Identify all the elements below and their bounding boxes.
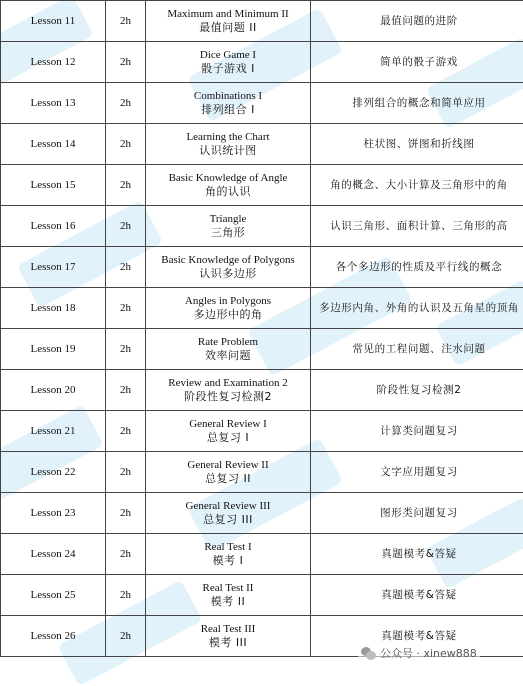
topic-cell bbox=[146, 83, 311, 124]
topic-english: Basic Knowledge of Angle bbox=[146, 172, 310, 185]
topic-english: General Review I bbox=[146, 418, 310, 431]
topic-cell bbox=[146, 411, 311, 452]
topic-cell bbox=[146, 124, 311, 165]
topic-english: Combinations I bbox=[146, 90, 310, 103]
topic-english: General Review III bbox=[146, 500, 310, 513]
topic-cell bbox=[146, 1, 311, 42]
hours-cell: 2h bbox=[106, 124, 146, 165]
table-row bbox=[1, 411, 523, 452]
table-row bbox=[1, 329, 523, 370]
content-text: 文字应用题复习 bbox=[380, 466, 458, 478]
lesson-cell: Lesson 26 bbox=[1, 616, 106, 657]
content-cell bbox=[311, 247, 523, 288]
content-text: 最值问题的进阶 bbox=[380, 15, 458, 27]
topic-chinese: 排列组合 I bbox=[146, 103, 310, 116]
topic-english: Rate Problem bbox=[146, 336, 310, 349]
topic-cell bbox=[146, 370, 311, 411]
content-cell bbox=[311, 1, 523, 42]
table-row bbox=[1, 206, 523, 247]
hours-cell: 2h bbox=[106, 493, 146, 534]
lesson-cell: Lesson 21 bbox=[1, 411, 106, 452]
hours-cell: 2h bbox=[106, 452, 146, 493]
topic-english: Review and Examination 2 bbox=[146, 377, 310, 390]
table-row bbox=[1, 534, 523, 575]
hours-cell: 2h bbox=[106, 288, 146, 329]
table-row bbox=[1, 370, 523, 411]
content-text: 柱状图、饼图和折线图 bbox=[364, 138, 475, 150]
content-cell bbox=[311, 83, 523, 124]
content-text: 阶段性复习检测2 bbox=[377, 384, 462, 396]
table-row bbox=[1, 493, 523, 534]
lesson-cell: Lesson 16 bbox=[1, 206, 106, 247]
hours-cell: 2h bbox=[106, 42, 146, 83]
lesson-cell: Lesson 11 bbox=[1, 1, 106, 42]
content-cell bbox=[311, 411, 523, 452]
table-row bbox=[1, 165, 523, 206]
wechat-account-watermark bbox=[358, 644, 480, 662]
topic-english: General Review II bbox=[146, 459, 310, 472]
hours-cell: 2h bbox=[106, 411, 146, 452]
content-text: 计算类问题复习 bbox=[380, 425, 458, 437]
topic-chinese: 模考 I bbox=[146, 554, 310, 567]
content-text: 简单的骰子游戏 bbox=[380, 56, 458, 68]
topic-chinese: 总复习 III bbox=[146, 513, 310, 526]
hours-cell: 2h bbox=[106, 83, 146, 124]
hours-cell: 2h bbox=[106, 206, 146, 247]
content-cell bbox=[311, 575, 523, 616]
hours-cell: 2h bbox=[106, 165, 146, 206]
content-text: 图形类问题复习 bbox=[380, 507, 458, 519]
topic-english: Real Test III bbox=[146, 623, 310, 636]
topic-english: Basic Knowledge of Polygons bbox=[146, 254, 310, 267]
topic-chinese: 总复习 I bbox=[146, 431, 310, 444]
topic-cell bbox=[146, 493, 311, 534]
topic-english: Real Test II bbox=[146, 582, 310, 595]
topic-cell bbox=[146, 165, 311, 206]
content-cell bbox=[311, 370, 523, 411]
topic-cell bbox=[146, 616, 311, 657]
wechat-icon bbox=[361, 647, 376, 660]
content-text: 各个多边形的性质及平行线的概念 bbox=[336, 261, 503, 273]
lesson-cell: Lesson 20 bbox=[1, 370, 106, 411]
hours-cell: 2h bbox=[106, 616, 146, 657]
lesson-cell: Lesson 23 bbox=[1, 493, 106, 534]
topic-english: Learning the Chart bbox=[146, 131, 310, 144]
topic-chinese: 模考 III bbox=[146, 636, 310, 649]
content-cell bbox=[311, 493, 523, 534]
lesson-cell: Lesson 24 bbox=[1, 534, 106, 575]
topic-chinese: 阶段性复习检测2 bbox=[146, 390, 310, 403]
lesson-cell: Lesson 13 bbox=[1, 83, 106, 124]
topic-chinese: 三角形 bbox=[146, 226, 310, 239]
topic-cell bbox=[146, 247, 311, 288]
content-text: 真题模考&答疑 bbox=[381, 589, 456, 601]
topic-cell bbox=[146, 534, 311, 575]
lesson-cell: Lesson 17 bbox=[1, 247, 106, 288]
content-cell bbox=[311, 288, 523, 329]
content-text: 常见的工程问题、注水问题 bbox=[352, 343, 485, 355]
content-text: 角的概念、大小计算及三角形中的角 bbox=[330, 179, 508, 191]
table-row bbox=[1, 575, 523, 616]
topic-chinese: 最值问题 II bbox=[146, 21, 310, 34]
topic-chinese: 多边形中的角 bbox=[146, 308, 310, 321]
content-cell bbox=[311, 42, 523, 83]
topic-english: Real Test I bbox=[146, 541, 310, 554]
topic-cell bbox=[146, 329, 311, 370]
topic-chinese: 模考 II bbox=[146, 595, 310, 608]
content-cell bbox=[311, 329, 523, 370]
topic-cell bbox=[146, 42, 311, 83]
table-row bbox=[1, 83, 523, 124]
content-cell bbox=[311, 206, 523, 247]
topic-chinese: 认识统计图 bbox=[146, 144, 310, 157]
content-text: 认识三角形、面积计算、三角形的高 bbox=[330, 220, 508, 232]
lesson-cell: Lesson 25 bbox=[1, 575, 106, 616]
topic-english: Dice Game I bbox=[146, 49, 310, 62]
lesson-cell: Lesson 19 bbox=[1, 329, 106, 370]
lesson-cell: Lesson 18 bbox=[1, 288, 106, 329]
table-row bbox=[1, 247, 523, 288]
table-row bbox=[1, 124, 523, 165]
hours-cell: 2h bbox=[106, 329, 146, 370]
wechat-account-label: 公众号 · xinew888 bbox=[380, 645, 477, 661]
topic-english: Triangle bbox=[146, 213, 310, 226]
content-text: 真题模考&答疑 bbox=[381, 630, 456, 642]
lesson-cell: Lesson 12 bbox=[1, 42, 106, 83]
content-cell bbox=[311, 165, 523, 206]
topic-cell bbox=[146, 575, 311, 616]
table-row bbox=[1, 288, 523, 329]
table-row bbox=[1, 42, 523, 83]
topic-chinese: 总复习 II bbox=[146, 472, 310, 485]
hours-cell: 2h bbox=[106, 534, 146, 575]
topic-chinese: 角的认识 bbox=[146, 185, 310, 198]
topic-chinese: 认识多边形 bbox=[146, 267, 310, 280]
hours-cell: 2h bbox=[106, 575, 146, 616]
hours-cell: 2h bbox=[106, 247, 146, 288]
content-cell bbox=[311, 124, 523, 165]
topic-english: Maximum and Minimum II bbox=[146, 8, 310, 21]
topic-cell bbox=[146, 206, 311, 247]
hours-cell: 2h bbox=[106, 1, 146, 42]
topic-chinese: 骰子游戏 I bbox=[146, 62, 310, 75]
content-text: 多边形内角、外角的认识及五角星的顶角 bbox=[319, 302, 519, 314]
topic-chinese: 效率问题 bbox=[146, 349, 310, 362]
lesson-cell: Lesson 22 bbox=[1, 452, 106, 493]
topic-cell bbox=[146, 452, 311, 493]
lesson-cell: Lesson 15 bbox=[1, 165, 106, 206]
topic-english: Angles in Polygons bbox=[146, 295, 310, 308]
content-cell bbox=[311, 534, 523, 575]
table-row bbox=[1, 452, 523, 493]
topic-cell bbox=[146, 288, 311, 329]
lesson-cell: Lesson 14 bbox=[1, 124, 106, 165]
table-row bbox=[1, 1, 523, 42]
content-text: 排列组合的概念和简单应用 bbox=[352, 97, 485, 109]
content-cell bbox=[311, 452, 523, 493]
content-text: 真题模考&答疑 bbox=[381, 548, 456, 560]
hours-cell: 2h bbox=[106, 370, 146, 411]
